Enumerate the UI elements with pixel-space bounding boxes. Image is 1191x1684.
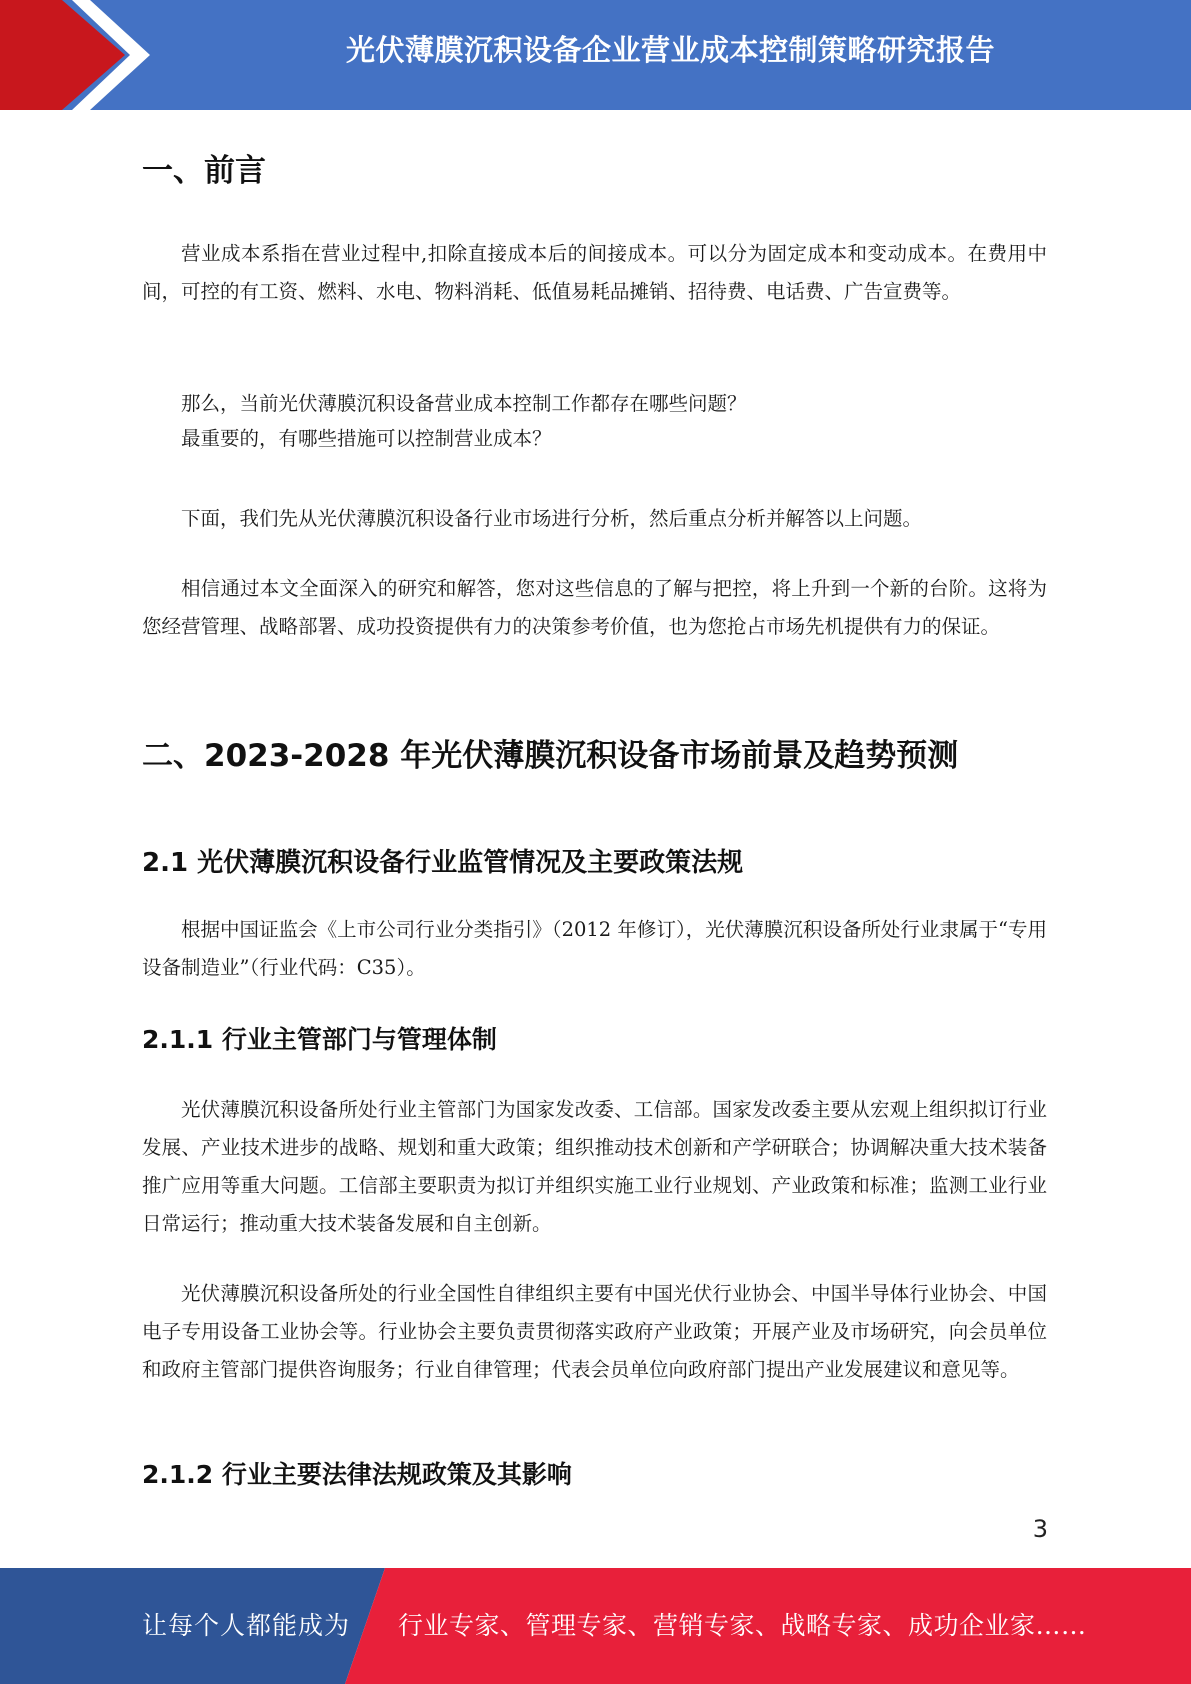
preface-question-1: 那么，当前光伏薄膜沉积设备营业成本控制工作都存在哪些问题？ [181,392,747,415]
section-2-1-1-paragraph-2: 光伏薄膜沉积设备所处的行业全国性自律组织主要有中国光伏行业协会、中国半导体行业协会、中国电子专用设备工业协会等。行业协会主要负责贯彻落实政府产业政策；开展产业及市场研究，向会员单位和政府主管部门提供咨询服务；行业自律管理；代表会员单位向政府部门提出产业发展建议和意见等。 [142,1282,1047,1381]
footer-banner [0,1568,1191,1684]
preface-paragraph-4: 相信通过本文全面深入的研究和解答，您对这些信息的了解与把控，将上升到一个新的台阶。这将为您经营管理、战略部署、成功投资提供有力的决策参考价值，也为您抢占市场先机提供有力的保证。 [142,577,1047,638]
market-outlook-heading: 二、2023-2028 年光伏薄膜沉积设备市场前景及趋势预测 [142,738,959,774]
preface-paragraph-3: 下面，我们先从光伏薄膜沉积设备行业市场进行分析，然后重点分析并解答以上问题。 [181,507,923,530]
page-number: 3 [1032,1515,1048,1543]
preface-heading: 一、前言 [142,153,266,189]
header-arrow-decoration [0,0,160,110]
header-banner [0,0,1191,110]
section-2-1-2-heading: 2.1.2 行业主要法律法规政策及其影响 [142,1460,572,1489]
section-2-1-heading: 2.1 光伏薄膜沉积设备行业监管情况及主要政策法规 [142,848,744,878]
report-title: 光伏薄膜沉积设备企业营业成本控制策略研究报告 [345,33,995,67]
section-2-1-1-heading: 2.1.1 行业主管部门与管理体制 [142,1025,497,1054]
section-2-1-paragraph: 根据中国证监会《上市公司行业分类指引》（2012 年修订），光伏薄膜沉积设备所处行业隶属于“专用设备制造业”（行业代码：C35）。 [142,918,1047,979]
footer-slogan-left: 让每个人都能成为 [142,1611,351,1640]
preface-question-2: 最重要的，有哪些措施可以控制营业成本？ [181,427,552,450]
section-2-1-1-paragraph-1: 光伏薄膜沉积设备所处行业主管部门为国家发改委、工信部。国家发改委主要从宏观上组织拟订行业发展、产业技术进步的战略、规划和重大政策；组织推动技术创新和产学研联合；协调解决重大技术装备推广应用等重大问题。工信部主要职责为拟订并组织实施工业行业规划、产业政策和标准；监测工业行业日常运行；推动重大技术装备发展和自主创新。 [142,1098,1047,1235]
footer-slogan-right: 行业专家、管理专家、营销专家、战略专家、成功企业家…… [398,1611,1087,1640]
preface-paragraph-1: 营业成本系指在营业过程中,扣除直接成本后的间接成本。可以分为固定成本和变动成本。在费用中间，可控的有工资、燃料、水电、物料消耗、低值易耗品摊销、招待费、电话费、广告宣费等。 [142,242,1047,303]
